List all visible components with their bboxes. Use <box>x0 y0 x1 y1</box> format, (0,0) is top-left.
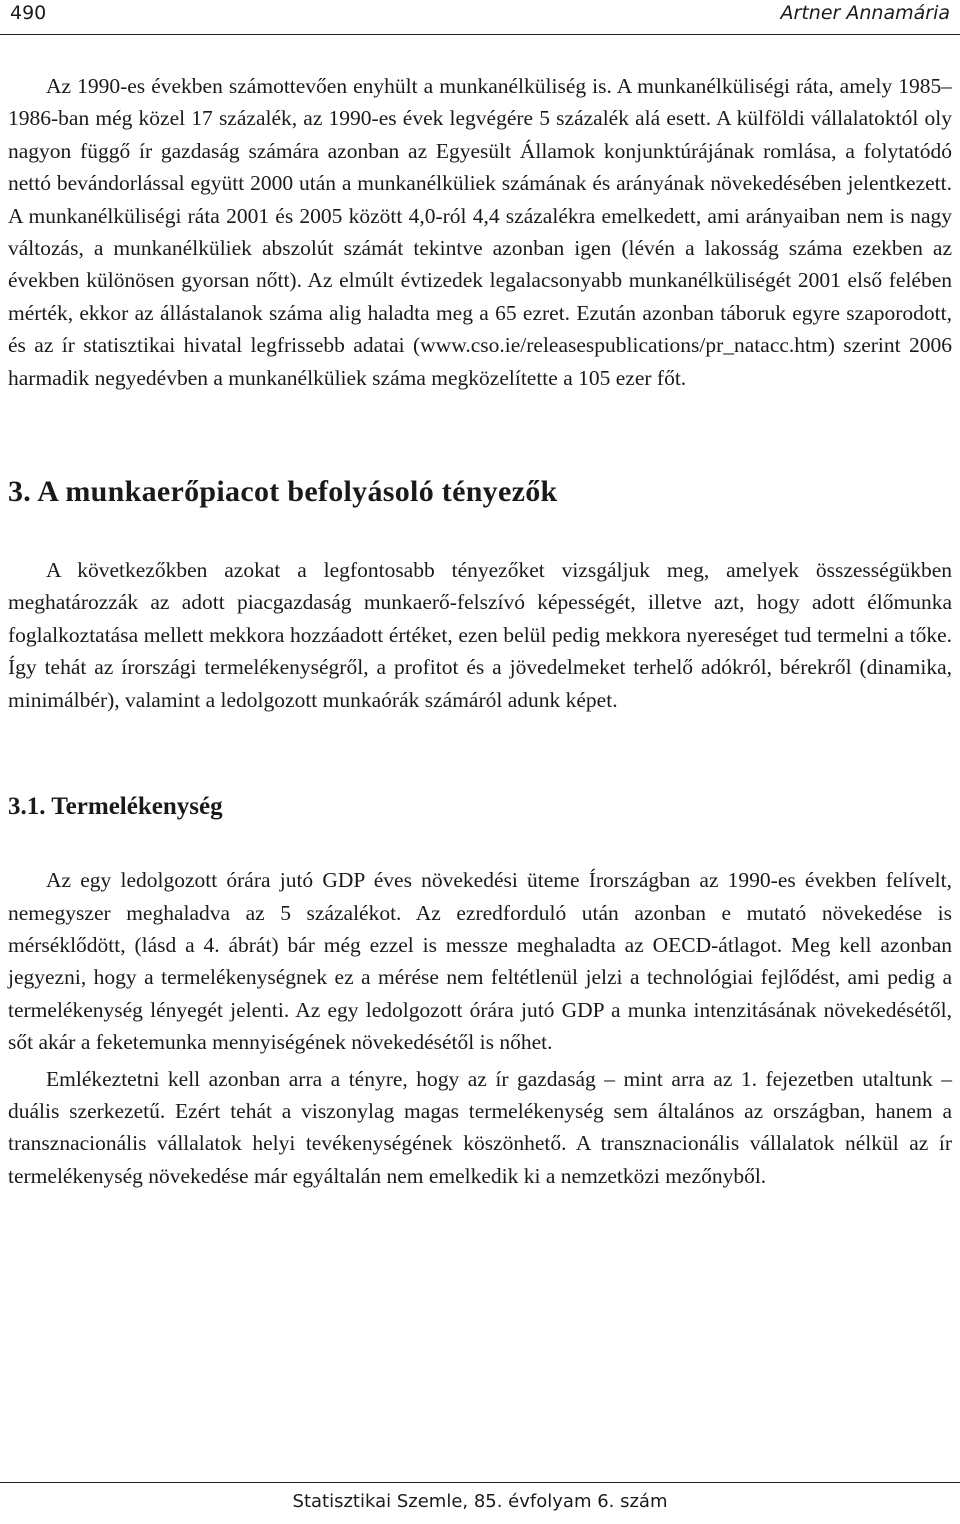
body-paragraph: Emlékeztetni kell azonban arra a tényre, hogy az ír gazdaság – mint arra az 1. fejezetben utaltunk – duális szerkezetű. Ezért tehát a viszonylag magas termelékenység sem általános az országban, hanem a transznacionális vállalatok helyi tevékenységének köszönhető. A transznacionális vállalatok nélkül az ír termelékenység növekedése már egyáltalán nem emelkedik ki a nemzetközi mezőnyből. <box>8 1066 952 1188</box>
body-paragraph: A következőkben azokat a legfontosabb tényezőket vizsgáljuk meg, amelyek összességükben meghatározzák az adott piacgazdaság munkaerő-felszívó képességét, illetve azt, hogy adott élőmunka foglalkoztatása mellett mekkora hozzáadott értéket, ezen belül pedig mekkora nyereséget tud termelni a tőke. Így tehát az írországi termelékenységről, a profitot és a jövedelmeket terhelő adókról, bérekről (dinamika, minimálbér), valamint a ledolgozott munkaórák számáról adunk képet. <box>8 558 952 712</box>
section-heading: 3. A munkaerőpiacot befolyásoló tényezők <box>8 475 558 509</box>
article-body <box>8 70 952 1192</box>
running-head-author: Artner Annamária <box>780 2 950 24</box>
page-number: 490 <box>10 2 47 24</box>
page-header <box>0 0 960 35</box>
journal-citation: Statisztikai Szemle, 85. évfolyam 6. szám <box>292 1491 668 1512</box>
subsection-heading: 3.1. Termelékenység <box>8 793 223 821</box>
body-paragraph: Az 1990-es években számottevően enyhült a munkanélküliség is. A munkanélküliségi ráta, amely 1985–1986-ban még közel 17 százalék, az 1990-es évek legvégére 5 százalék alá esett. A külföldi vállalatoktól oly nagyon függő ír gazdaság számára azonban az Egyesült Államok konjunktúrájának romlása, a folytatódó nettó bevándorlással együtt 2000 után a munkanélküliek számának és arányának növekedésében jelentkezett. A munkanélküliségi ráta 2001 és 2005 között 4,0-ról 4,4 százalékra emelkedett, ami arányaiban nem is nagy változás, a munkanélküliek abszolút számát tekintve azonban igen (lévén a lakosság száma ezekben az években különösen gyorsan nőtt). Az elmúlt évtizedek legalacsonyabb munkanélküliségét 2001 első felében mérték, ekkor az állástalanok száma alig haladta meg a 65 ezret. Ezután azonban táboruk egyre szaporodott, és az ír statisztikai hivatal legfrissebb adatai (www.cso.ie/releasespublications/pr_natacc.htm) szerint 2006 harmadik negyedévben a munkanélküliek száma megközelítette a 105 ezer főt. <box>8 74 952 390</box>
body-paragraph: Az egy ledolgozott órára jutó GDP éves növekedési üteme Írországban az 1990-es években felívelt, nemegyszer meghaladva az 5 százalékot. Az ezredforduló után azonban e mutató növekedése is mérséklődött, (lásd a 4. ábrát) bár még ezzel is messze meghaladta az OECD-átlagot. Meg kell azonban jegyezni, hogy a termelékenységnek ez a mérése nem feltétlenül jelzi a technológiai fejlődést, ami pedig a termelékenység lényegét jelenti. Az egy ledolgozott órára jutó GDP a munka intenzitásának növekedésétől, sőt akár a feketemunka mennyiségének növekedésétől is nőhet. <box>8 868 952 1055</box>
page-footer <box>0 1482 960 1524</box>
